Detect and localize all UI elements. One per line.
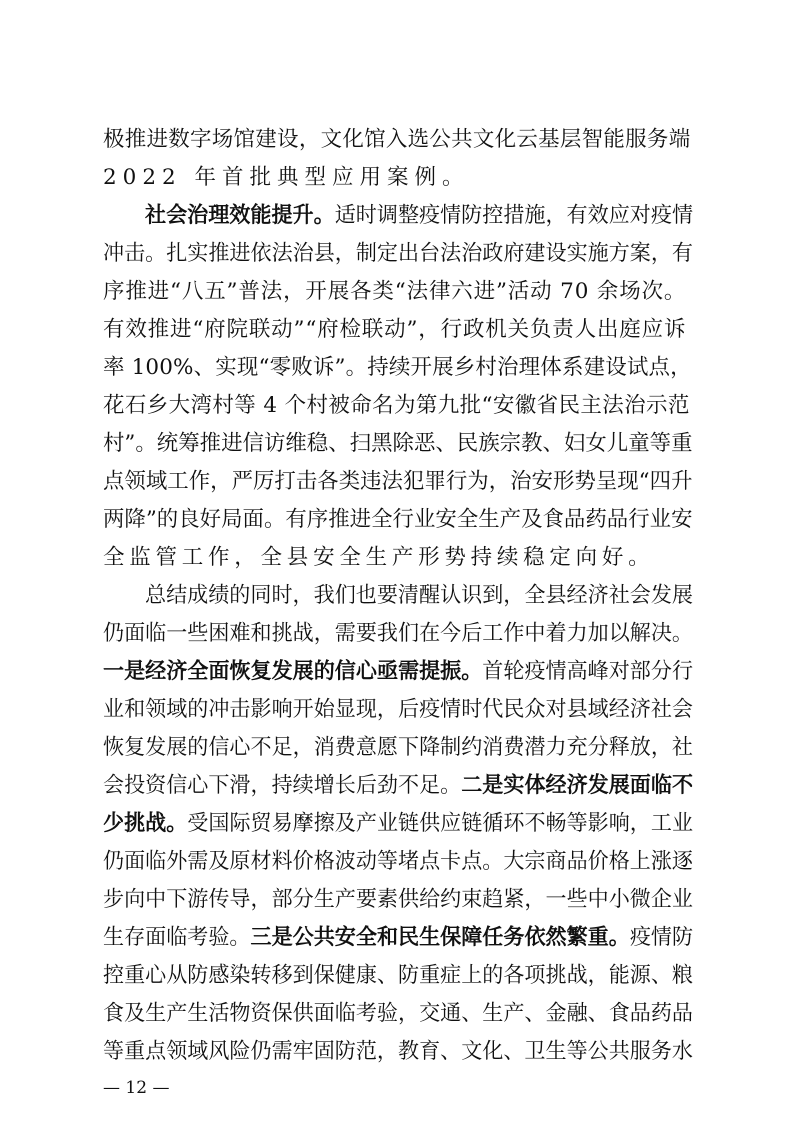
issue-heading-2-cont: 少挑战。: [103, 811, 188, 836]
text-line: 冲击。扎实推进依法治县，制定出台法治政府建设实施方案，有: [103, 241, 693, 266]
text-line: 控重心从防感染转移到保健康、防重症上的各项挑战，能源、粮: [103, 963, 693, 988]
text-line: 极推进数字场馆建设，文化馆入选公共文化云基层智能服务端: [103, 127, 691, 152]
text-line: 一是经济全面恢复发展的信心亟需提振。首轮疫情高峰对部分行: [103, 659, 693, 684]
text-line: 仍面临外需及原材料价格波动等堵点卡点。大宗商品价格上涨逐: [103, 849, 693, 874]
text-line: 两降”的良好局面。有序推进全行业安全生产及食品药品行业安: [103, 507, 693, 532]
text-line: 有效推进“府院联动”“府检联动”，行政机关负责人出庭应诉: [103, 317, 687, 342]
paragraph-start-line: 总结成绩的同时，我们也要清醒认识到，全县经济社会发展: [145, 583, 693, 608]
text-line: 村”。统筹推进信访维稳、扫黑除恶、民族宗教、妇女儿童等重: [103, 431, 693, 456]
page-number: — 12 —: [103, 1078, 170, 1098]
text-line: 生存面临考验。三是公共安全和民生保障任务依然繁重。疫情防: [103, 925, 693, 950]
text-line: 业和领域的冲击影响开始显现，后疫情时代民众对县域经济社会: [103, 697, 693, 722]
text-line: 全监管工作，全县安全生产形势持续稳定向好。: [103, 545, 655, 570]
text-line: 食及生产生活物资保供面临考验，交通、生产、金融、食品药品: [103, 1001, 693, 1026]
section-heading: 社会治理效能提升。: [145, 203, 335, 228]
issue-heading-1: 一是经济全面恢复发展的信心亟需提振。: [103, 659, 483, 684]
text-line: 会投资信心下滑，持续增长后劲不足。二是实体经济发展面临不: [103, 773, 693, 798]
text-line: 率 100%、实现“零败诉”。持续开展乡村治理体系建设试点，: [103, 355, 692, 380]
text-line: 恢复发展的信心不足，消费意愿下降制约消费潜力充分释放，社: [103, 735, 693, 760]
text-line: 等重点领域风险仍需牢固防范，教育、文化、卫生等公共服务水: [103, 1039, 693, 1064]
issue-heading-3: 三是公共安全和民生保障任务依然繁重。: [250, 925, 630, 950]
issue-heading-2: 二是实体经济发展面临不: [461, 773, 693, 798]
text-line: 2022 年首批典型应用案例。: [103, 165, 470, 190]
text-line: 花石乡大湾村等 4 个村被命名为第九批“安徽省民主法治示范: [103, 393, 690, 418]
text-line: 步向中下游传导，部分生产要素供给约束趋紧，一些中小微企业: [103, 887, 693, 912]
text-line: 仍面临一些困难和挑战，需要我们在今后工作中着力加以解决。: [103, 621, 693, 646]
text-line: 点领域工作，严厉打击各类违法犯罪行为，治安形势呈现“四升: [103, 469, 693, 494]
text-line: 少挑战。受国际贸易摩擦及产业链供应链循环不畅等影响，工业: [103, 811, 693, 836]
paragraph-start-line: 社会治理效能提升。适时调整疫情防控措施，有效应对疫情: [145, 203, 693, 228]
text-line: 序推进“八五”普法，开展各类“法律六进”活动 70 余场次。: [103, 279, 687, 304]
